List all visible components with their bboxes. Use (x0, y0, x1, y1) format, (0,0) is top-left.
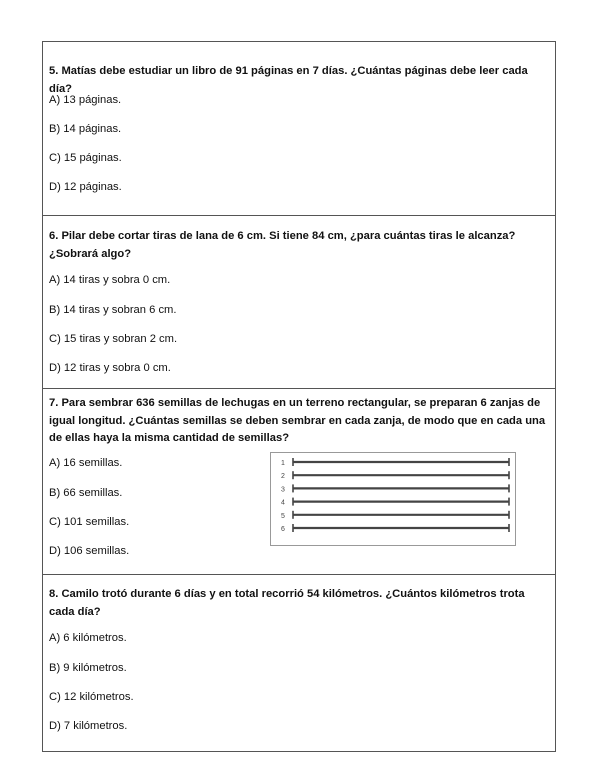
furrow-label: 5 (281, 512, 285, 520)
question-7-option-d[interactable]: D) 106 semillas. (49, 545, 130, 557)
furrow-label: 6 (281, 526, 285, 533)
question-7-stem: 7. Para sembrar 636 semillas de lechugas en un terreno rectangular, se preparan 6 zanjas de igual longitud. ¿Cuántas semillas se deben sembrar en cada zanja, de modo que en cada una de ellas haya la misma cantidad de semillas? (49, 397, 546, 444)
question-7-option-b[interactable]: B) 66 semillas. (49, 487, 123, 499)
question-6-option-b[interactable]: B) 14 tiras y sobran 6 cm. (49, 304, 177, 316)
question-5-option-c[interactable]: C) 15 páginas. (49, 152, 122, 164)
furrow-label: 1 (281, 460, 285, 467)
question-8-option-a[interactable]: A) 6 kilómetros. (49, 632, 127, 644)
worksheet (42, 41, 556, 752)
question-8-option-c[interactable]: C) 12 kilómetros. (49, 691, 134, 703)
question-7 (43, 389, 555, 575)
question-8-option-b[interactable]: B) 9 kilómetros. (49, 662, 127, 674)
question-5-option-b[interactable]: B) 14 páginas. (49, 123, 122, 135)
furrows-figure (270, 452, 516, 546)
question-8-stem: 8. Camilo trotó durante 6 días y en total recorrió 54 kilómetros. ¿Cuántos kilómetros trota cada día? (49, 588, 525, 618)
furrow-label: 4 (281, 499, 285, 507)
question-6-option-a[interactable]: A) 14 tiras y sobra 0 cm. (49, 274, 171, 286)
question-5-option-d[interactable]: D) 12 páginas. (49, 181, 122, 193)
question-8 (43, 575, 555, 751)
furrows-diagram (271, 453, 515, 545)
question-8-option-d[interactable]: D) 7 kilómetros. (49, 720, 128, 732)
question-5 (43, 42, 555, 216)
furrow-label: 3 (281, 486, 285, 494)
furrow-label: 2 (281, 473, 285, 481)
question-5-option-a[interactable]: A) 13 páginas. (49, 94, 122, 106)
question-7-option-c[interactable]: C) 101 semillas. (49, 516, 130, 528)
question-6-option-d[interactable]: D) 12 tiras y sobra 0 cm. (49, 362, 171, 374)
question-5-stem: 5. Matías debe estudiar un libro de 91 páginas en 7 días. ¿Cuántas páginas debe leer cada día? (49, 65, 528, 95)
question-6-option-c[interactable]: C) 15 tiras y sobran 2 cm. (49, 333, 178, 345)
question-7-option-a[interactable]: A) 16 semillas. (49, 457, 123, 469)
question-6 (43, 216, 555, 389)
question-6-stem: 6. Pilar debe cortar tiras de lana de 6 cm. Si tiene 84 cm, ¿para cuántas tiras le alcanza? ¿Sobrará algo? (49, 230, 516, 260)
